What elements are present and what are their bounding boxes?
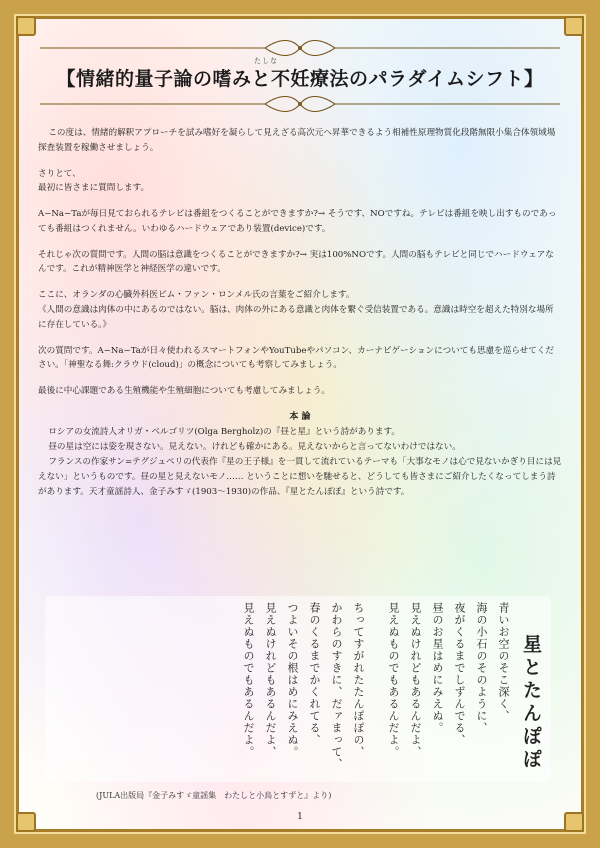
paragraph: 最後に中心課題である生殖機能や生殖細胞についても考慮してみましょう。 xyxy=(38,386,331,397)
flourish-divider-icon xyxy=(40,40,560,56)
poem-line: 見えぬものでもあるんだよ。 xyxy=(387,602,400,758)
poem-title: 星とたんぽぽ xyxy=(520,634,542,772)
paragraph: それじゃ次の質問です。人間の脳は意識をつくることができますか?→ 実は100%NOです。人間の脳もテレビと同じでハードウェアなんです。これが精神医学と神経医学の違いです。 xyxy=(38,249,554,275)
section-heading: 本 論 xyxy=(289,411,311,422)
page-title: 【情緒的量子論の嗜みと不妊療法のパラダイムシフト】 xyxy=(56,68,544,90)
paragraph: ここに、オランダの心臓外科医ピム・ファン・ロンメル氏の言葉をご紹介します。 xyxy=(38,290,355,301)
corner-ornament xyxy=(16,16,36,36)
title-ruby: たしな xyxy=(254,57,278,65)
poem-line: 青いお空のそこ深く、 xyxy=(497,602,510,722)
poem xyxy=(234,602,545,778)
page-number: 1 xyxy=(297,812,303,822)
quote-paragraph: 《人間の意識は肉体の中にあるのではない。脳は、肉体の外にある意識と肉体を繋ぐ受信装置である。意識は時空を超えた特別な場所に存在している。》 xyxy=(38,305,554,330)
poem-line: 海の小石のそのように、 xyxy=(475,602,488,734)
paragraph: フランスの作家サン=テグジュペリの代表作『星の王子様』を一貫して流れているテーマも「大事なモノは心で見ないかぎり目には見えない」というものです。昼の星と見えないモノ…… ということに想いを馳せると、どうしても皆さまにご紹介したくなってしまう詩があります。天才童謡詩人、金子みすゞ(1903〜1930)の作品、『星とたんぽぽ』という詩です。 xyxy=(38,456,562,497)
article-body xyxy=(38,126,562,510)
paragraph: 昼の星は空には姿を現さない。見えない。けれども確かにある。見えないからと言ってないわけではない。 xyxy=(48,442,461,453)
poem-line: 見えぬけれどもあるんだよ、 xyxy=(264,602,277,758)
poem-line: 夜がくるまでしずんでる、 xyxy=(453,602,466,746)
poem-line: 昼のお星はめにみえぬ。 xyxy=(431,602,444,734)
paragraph: A−Na−Taが毎日見ておられるテレビは番組をつくることができますか?→ そうです、NOですね。テレビは番組を映し出すものであっても番組はつくれません。いわゆるハードウェアであり装置(device)です。 xyxy=(38,209,557,234)
paragraph: この度は、情緒的解釈アプローチを試み嗜好を凝らして見えざる高次元へ昇華できるよう相補性原理物質化段階無限小集合体領域場探査装置を稼働させましょう。 xyxy=(38,128,556,153)
flourish-divider-icon xyxy=(40,96,560,112)
title-block xyxy=(40,58,560,91)
poem-line: 見えぬけれどもあるんだよ、 xyxy=(409,602,422,758)
paragraph: さりとて、 xyxy=(38,168,81,179)
poem-line: かわらのすきに、だァまって、 xyxy=(330,602,343,770)
poem-line: ちってすがれたたんぽぽの、 xyxy=(352,602,365,758)
poem-line: つよいその根はめにみえぬ。 xyxy=(286,602,299,758)
poem-line: 見えぬものでもあるんだよ。 xyxy=(242,602,255,758)
paragraph: 最初に皆さまに質問します。 xyxy=(38,183,150,194)
corner-ornament xyxy=(564,16,584,36)
poem-line: 春のくるまでかくれてる、 xyxy=(308,602,321,746)
paragraph: 次の質問です。A−Na−Taが日々使われるスマートフォンやYouTubeやパソコン、カーナビゲーションについても思慮を巡らせてください。「神聖なる舞:クラウド(cloud)」の概念についても考察してみましょう。 xyxy=(38,345,555,371)
poem-box xyxy=(45,596,551,782)
paragraph: ロシアの女流詩人オリガ・ベルゴリツ(Olga Bergholz)の『昼と星』という詩があります。 xyxy=(48,427,400,438)
source-credit: (JULA出版局『金子みすゞ童謡集 わたしと小鳥とすずと』より) xyxy=(96,791,332,800)
